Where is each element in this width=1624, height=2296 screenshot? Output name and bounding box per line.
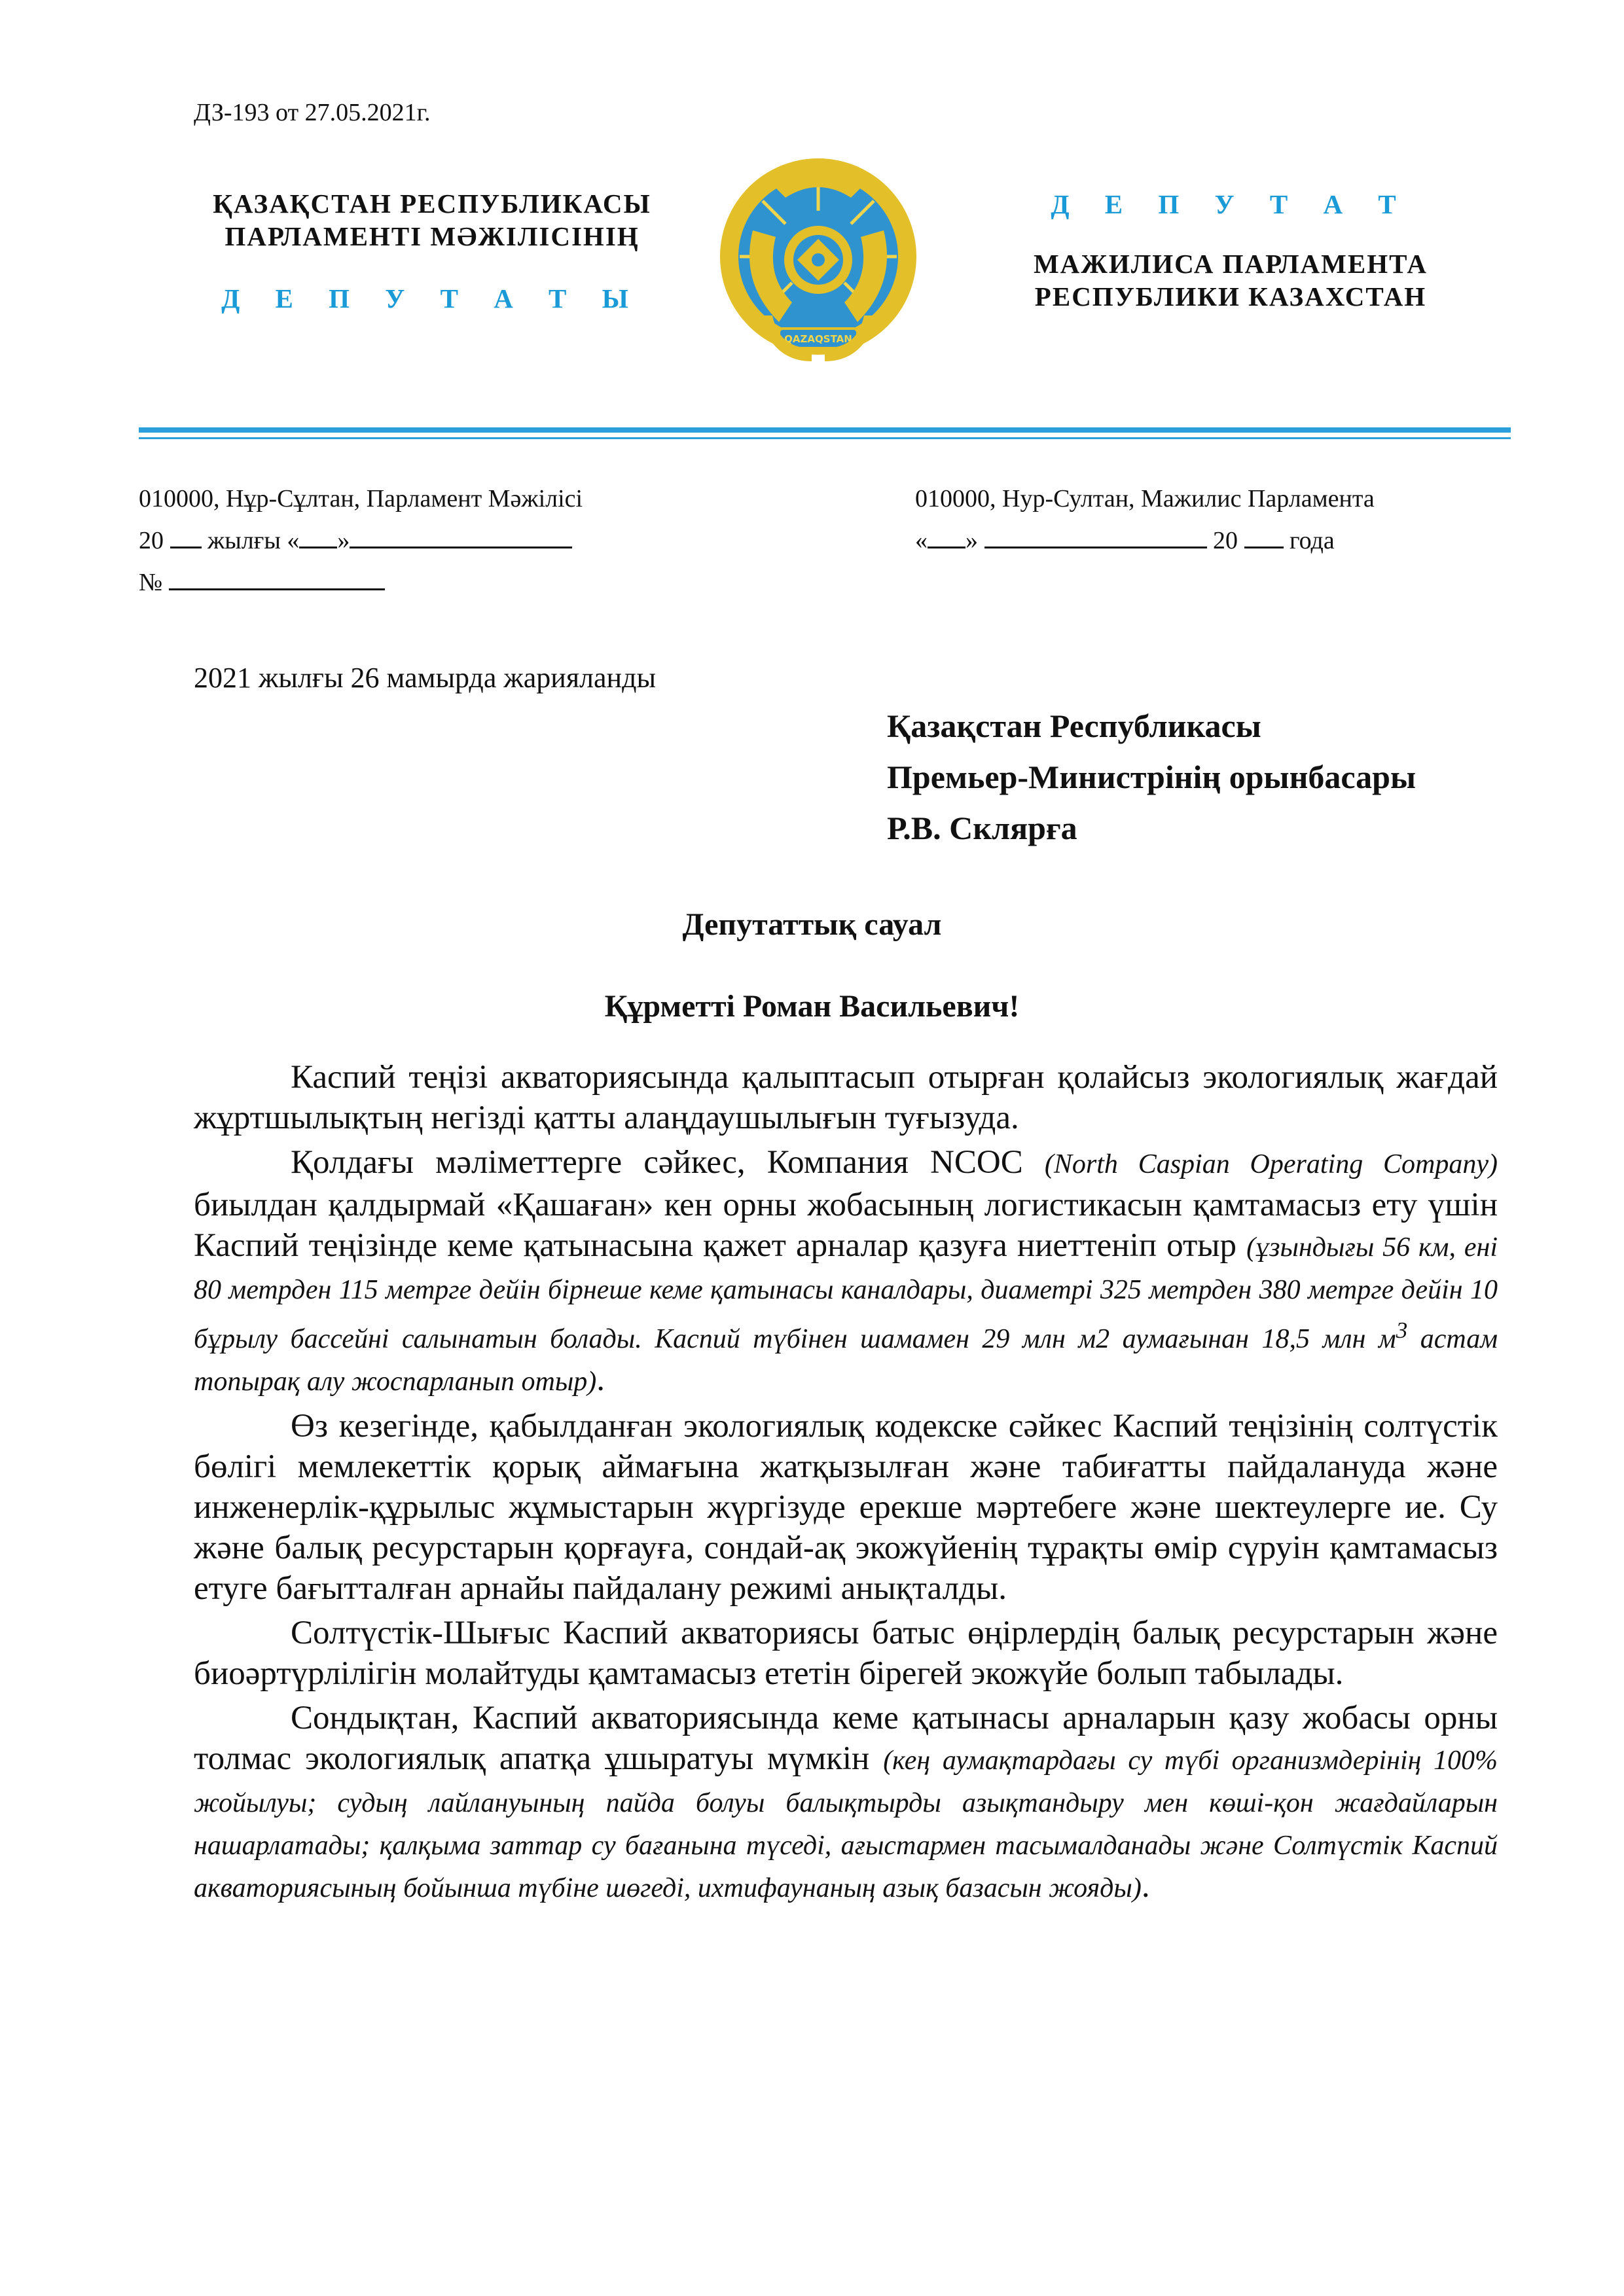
address-russian bbox=[915, 478, 1517, 562]
paragraph-3: Өз кезегінде, қабылданған экологиялық кодекске сәйкес Каспий теңізінің солтүстік бөлігі мемлекеттік қорық аймағына жатқызылған және табиғатты пайдалануда және инженерлік-құрылыс жұмыстарын жүргізуде ерекше мәртебеге және шектеулерге ие. Су және балық ресурстарын қорғауға, сондай-ақ экожүйенің тұрақты өмір сүруін қамтамасыз етуге бағытталған арнайы пайдалану режимі анықталды. bbox=[194, 1408, 1498, 1607]
document-title: Депутаттық сауал bbox=[682, 907, 942, 942]
header-ru-line1: МАЖИЛИСА ПАРЛАМЕНТА bbox=[1033, 249, 1428, 279]
blank-number bbox=[169, 569, 385, 590]
paragraph-4: Солтүстік-Шығыс Каспий акваториясы батыс өңірлердің балық ресурстарын және биоәртүрлілігін молайтуды қамтамасыз ететін бірегей экожүйе болып табылады. bbox=[194, 1615, 1498, 1692]
recipient-line1: Қазақстан Республикасы bbox=[887, 708, 1261, 744]
header-kz-deputy: Д Е П У Т А Т Ы bbox=[221, 283, 643, 314]
header-ru-line2: РЕСПУБЛИКИ КАЗАХСТАН bbox=[1034, 281, 1427, 312]
paragraph-5: Сондықтан, Каспий акваториясында кеме қатынасы арналарын қазу жобасы орны толмас экологиялық апатқа ұшыратуы мүмкін (кең аумақтардағы су түбі организмдерінің 100% жойылуы; судың лайлануының пайда болуы балықтырды азықтандыру мен көші-қон жағдайларын нашарлатады; қалқыма заттар су бағанына түседі, ағыстармен тасымалданады және Солтүстік Каспий акваториясының бойынша түбіне шөгеді, ихтифаунаның азық базасын жояды). bbox=[194, 1700, 1498, 1905]
header-rule-thin bbox=[139, 437, 1511, 439]
blank-month bbox=[350, 527, 572, 548]
blank-day-ru bbox=[928, 527, 965, 548]
header-rule-thick bbox=[139, 427, 1511, 433]
emblem-text: QAZAQSTAN bbox=[784, 333, 852, 345]
paragraph-2: Қолдағы мәліметтерге сәйкес, Компания NCOC (North Caspian Operating Company) биылдан қалдырмай «Қашаған» кен орны жобасының логистикасын қамтамасыз ету үшін Каспий теңізінде кеме қатынасына қажет арналар қазуға ниеттеніп отыр (ұзындығы 56 км, ені 80 метрден 115 метрге дейін бірнеше кеме қатынасы каналдары, диаметрі 325 метрден 380 метрге дейін 10 бұрылу бассейні салынатын болады. Каспий түбінен шамамен 29 млн м2 аумағынан 18,5 млн $м^3$ астам топырақ алу жоспарланып отыр). bbox=[194, 1144, 1498, 1398]
address-kz-line1: 010000, Нұр-Сұлтан, Парламент Мәжілісі bbox=[139, 485, 583, 512]
published-date: 2021 жылғы 26 мамырда жарияланды bbox=[194, 662, 657, 694]
blank-year-ru bbox=[1244, 527, 1284, 548]
blank-day bbox=[299, 527, 337, 548]
recipient-block bbox=[887, 700, 1416, 853]
state-emblem-icon bbox=[713, 152, 923, 374]
document-reference: ДЗ-193 от 27.05.2021г. bbox=[194, 99, 431, 126]
recipient-line3: Р.В. Склярға bbox=[887, 810, 1077, 846]
blank-year bbox=[170, 527, 202, 548]
address-kz-date: 20 жылғы « » bbox=[139, 520, 806, 562]
header-kazakh bbox=[151, 187, 713, 253]
blank-month-ru bbox=[984, 527, 1207, 548]
address-kz-number: № bbox=[139, 562, 806, 603]
letter-body bbox=[194, 1057, 1498, 1912]
recipient-line2: Премьер-Министрінің орынбасары bbox=[887, 759, 1416, 795]
paragraph-1: Каспий теңізі акваториясында қалыптасып отырған қолайсыз экологиялық жағдай жұртшылықтың негізді қатты алаңдаушылығын туғызуда. bbox=[194, 1059, 1498, 1136]
header-russian bbox=[936, 247, 1525, 313]
address-ru-line1: 010000, Нур-Султан, Мажилис Парламента bbox=[915, 485, 1375, 512]
greeting: Құрметті Роман Васильевич! bbox=[604, 989, 1020, 1024]
header-kz-line1: ҚАЗАҚСТАН РЕСПУБЛИКАСЫ bbox=[213, 188, 651, 219]
header-kz-line2: ПАРЛАМЕНТІ МӘЖІЛІСІНІҢ bbox=[225, 221, 640, 251]
address-ru-date: « » 20 года bbox=[915, 527, 1335, 554]
header-ru-deputy: Д Е П У Т А Т bbox=[1051, 189, 1411, 219]
address-kazakh bbox=[139, 478, 806, 603]
